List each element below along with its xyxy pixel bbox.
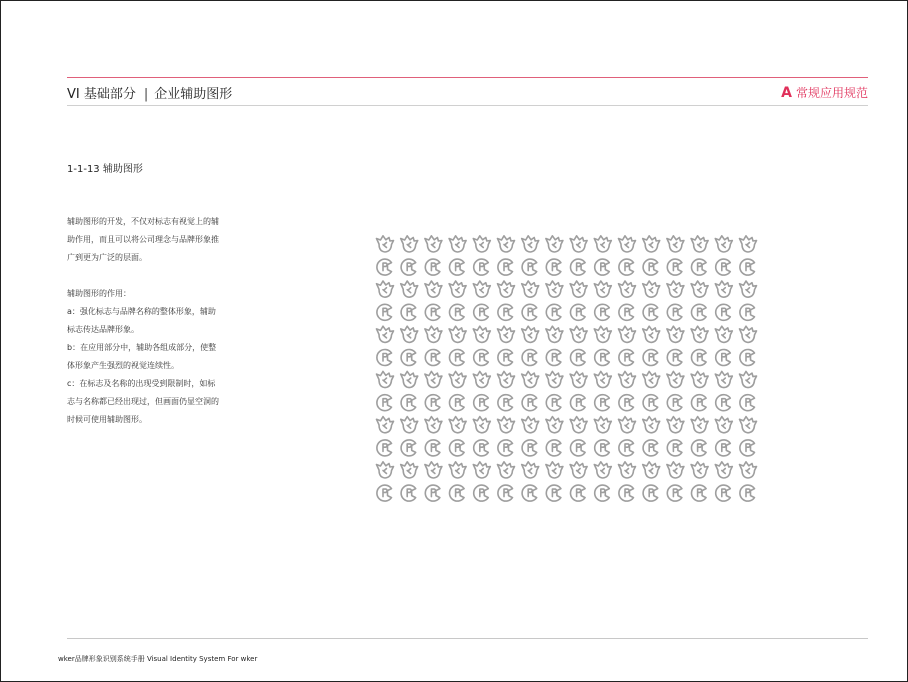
- circle-p-glyph: [740, 259, 755, 275]
- circle-p-glyph: [595, 440, 610, 456]
- circle-p-glyph: [595, 259, 610, 275]
- circle-p-glyph: [498, 304, 513, 320]
- circle-p-glyph: [740, 485, 755, 501]
- leaf-k-glyph: [667, 462, 684, 478]
- leaf-k-glyph: [619, 236, 636, 252]
- circle-p-glyph: [570, 485, 585, 501]
- leaf-k-glyph: [377, 281, 394, 297]
- circle-p-glyph: [449, 350, 464, 366]
- leaf-k-glyph: [473, 417, 490, 433]
- circle-p-glyph: [474, 259, 489, 275]
- leaf-k-glyph: [522, 326, 539, 342]
- leaf-k-glyph: [715, 462, 732, 478]
- header-category: [781, 84, 868, 101]
- circle-p-glyph: [546, 259, 561, 275]
- leaf-k-glyph: [643, 281, 660, 297]
- item-b-line: b：在应用部分中，辅助各组成部分，使整: [67, 343, 217, 352]
- circle-p-glyph: [498, 395, 513, 411]
- leaf-k-glyph: [473, 281, 490, 297]
- circle-p-glyph: [449, 304, 464, 320]
- leaf-k-glyph: [401, 371, 418, 387]
- circle-p-glyph: [619, 304, 634, 320]
- leaf-k-glyph: [449, 417, 466, 433]
- leaf-k-glyph: [740, 236, 757, 252]
- leaf-k-glyph: [691, 417, 708, 433]
- circle-p-glyph: [570, 350, 585, 366]
- circle-p-glyph: [474, 304, 489, 320]
- leaf-k-glyph: [449, 371, 466, 387]
- leaf-k-glyph: [425, 236, 442, 252]
- leaf-k-glyph: [740, 281, 757, 297]
- circle-p-glyph: [619, 350, 634, 366]
- circle-p-glyph: [522, 304, 537, 320]
- leaf-k-glyph: [643, 326, 660, 342]
- circle-p-glyph: [546, 485, 561, 501]
- leaf-k-glyph: [522, 462, 539, 478]
- leaf-k-glyph: [570, 417, 587, 433]
- leaf-k-glyph: [619, 326, 636, 342]
- leaf-k-glyph: [740, 462, 757, 478]
- circle-p-glyph: [522, 395, 537, 411]
- circle-p-glyph: [643, 485, 658, 501]
- leaf-k-glyph: [715, 236, 732, 252]
- leaf-k-glyph: [667, 326, 684, 342]
- leaf-k-glyph: [740, 371, 757, 387]
- circle-p-glyph: [691, 395, 706, 411]
- leaf-k-glyph: [449, 236, 466, 252]
- leaf-k-glyph: [498, 236, 515, 252]
- circle-p-glyph: [716, 259, 731, 275]
- leaf-k-glyph: [594, 236, 611, 252]
- circle-p-glyph: [595, 395, 610, 411]
- leaf-k-glyph: [498, 371, 515, 387]
- circle-p-glyph: [401, 259, 416, 275]
- circle-p-glyph: [716, 395, 731, 411]
- circle-p-glyph: [570, 259, 585, 275]
- header-category-letter: A: [781, 85, 792, 101]
- circle-p-glyph: [667, 485, 682, 501]
- circle-p-glyph: [740, 440, 755, 456]
- leaf-k-glyph: [594, 417, 611, 433]
- intro-line: 广到更为广泛的层面。: [67, 253, 147, 262]
- leaf-k-glyph: [643, 417, 660, 433]
- circle-p-glyph: [691, 259, 706, 275]
- circle-p-glyph: [522, 350, 537, 366]
- circle-p-glyph: [425, 304, 440, 320]
- circle-p-glyph: [425, 440, 440, 456]
- circle-p-glyph: [449, 259, 464, 275]
- leaf-k-glyph: [498, 281, 515, 297]
- leaf-k-glyph: [401, 326, 418, 342]
- circle-p-glyph: [498, 259, 513, 275]
- leaf-k-glyph: [740, 326, 757, 342]
- circle-p-glyph: [546, 440, 561, 456]
- leaf-k-glyph: [377, 236, 394, 252]
- circle-p-glyph: [377, 395, 392, 411]
- circle-p-glyph: [595, 485, 610, 501]
- circle-p-glyph: [667, 259, 682, 275]
- leaf-k-glyph: [425, 417, 442, 433]
- circle-p-glyph: [643, 395, 658, 411]
- leaf-k-glyph: [715, 281, 732, 297]
- leaf-k-glyph: [643, 371, 660, 387]
- leaf-k-glyph: [377, 462, 394, 478]
- circle-p-glyph: [377, 259, 392, 275]
- item-b-line: 体形象产生强烈的视觉连续性。: [67, 361, 179, 370]
- circle-p-glyph: [401, 440, 416, 456]
- circle-p-glyph: [691, 440, 706, 456]
- leaf-k-glyph: [377, 326, 394, 342]
- leaf-k-glyph: [667, 236, 684, 252]
- circle-p-glyph: [691, 304, 706, 320]
- header-section: VI 基础部分: [67, 87, 136, 102]
- leaf-k-glyph: [643, 236, 660, 252]
- circle-p-glyph: [522, 440, 537, 456]
- leaf-k-glyph: [691, 371, 708, 387]
- item-a-line: 标志传达品牌形象。: [67, 325, 139, 334]
- circle-p-glyph: [740, 395, 755, 411]
- item-c-line: c：在标志及名称的出现受到限制时，如标: [67, 379, 216, 388]
- circle-p-glyph: [643, 259, 658, 275]
- header-top-rule: [67, 77, 868, 78]
- circle-p-glyph: [498, 350, 513, 366]
- leaf-k-glyph: [449, 326, 466, 342]
- leaf-k-glyph: [619, 281, 636, 297]
- auxiliary-pattern: [374, 234, 760, 508]
- leaf-k-glyph: [691, 326, 708, 342]
- intro-line: 辅助图形的开发，不仅对标志有视觉上的辅: [67, 217, 219, 226]
- leaf-k-glyph: [425, 462, 442, 478]
- leaf-k-glyph: [740, 417, 757, 433]
- leaf-k-glyph: [473, 371, 490, 387]
- circle-p-glyph: [522, 259, 537, 275]
- leaf-k-glyph: [594, 281, 611, 297]
- footer-rule: [67, 638, 868, 639]
- circle-p-glyph: [570, 395, 585, 411]
- circle-p-glyph: [570, 440, 585, 456]
- item-c-line: 志与名称都已经出现过，但画面仍显空洞的: [67, 397, 219, 406]
- circle-p-glyph: [740, 350, 755, 366]
- leaf-k-glyph: [594, 462, 611, 478]
- circle-p-glyph: [474, 440, 489, 456]
- circle-p-glyph: [425, 485, 440, 501]
- leaf-k-glyph: [449, 281, 466, 297]
- header-title-text: 企业辅助图形: [154, 87, 233, 102]
- leaf-k-glyph: [570, 236, 587, 252]
- circle-p-glyph: [377, 304, 392, 320]
- leaf-k-glyph: [522, 417, 539, 433]
- intro-line: 助作用，而且可以将公司理念与品牌形象推: [67, 235, 219, 244]
- leaf-k-glyph: [594, 326, 611, 342]
- leaf-k-glyph: [546, 462, 563, 478]
- leaf-k-glyph: [522, 236, 539, 252]
- leaf-k-glyph: [401, 281, 418, 297]
- leaf-k-glyph: [498, 417, 515, 433]
- leaf-k-glyph: [522, 371, 539, 387]
- leaf-k-glyph: [667, 281, 684, 297]
- leaf-k-glyph: [667, 417, 684, 433]
- header-separator: |: [143, 87, 149, 102]
- circle-p-glyph: [716, 440, 731, 456]
- leaf-k-glyph: [425, 371, 442, 387]
- circle-p-glyph: [474, 395, 489, 411]
- circle-p-glyph: [498, 440, 513, 456]
- circle-p-glyph: [667, 395, 682, 411]
- circle-p-glyph: [546, 395, 561, 411]
- circle-p-glyph: [377, 485, 392, 501]
- circle-p-glyph: [401, 395, 416, 411]
- leaf-k-glyph: [425, 326, 442, 342]
- leaf-k-glyph: [522, 281, 539, 297]
- circle-p-glyph: [377, 350, 392, 366]
- circle-p-glyph: [401, 350, 416, 366]
- role-heading: 辅助图形的作用：: [67, 289, 131, 298]
- leaf-k-glyph: [570, 462, 587, 478]
- circle-p-glyph: [546, 304, 561, 320]
- circle-p-glyph: [401, 304, 416, 320]
- leaf-k-glyph: [691, 281, 708, 297]
- leaf-k-glyph: [401, 462, 418, 478]
- circle-p-glyph: [595, 304, 610, 320]
- section-title: 1-1-13 辅助图形: [67, 164, 143, 175]
- circle-p-glyph: [377, 440, 392, 456]
- circle-p-glyph: [716, 304, 731, 320]
- circle-p-glyph: [667, 350, 682, 366]
- leaf-k-glyph: [401, 417, 418, 433]
- leaf-k-glyph: [570, 371, 587, 387]
- leaf-k-glyph: [570, 281, 587, 297]
- leaf-k-glyph: [715, 417, 732, 433]
- circle-p-glyph: [619, 259, 634, 275]
- circle-p-glyph: [740, 304, 755, 320]
- footer-text: wker品牌形象识别系统手册 Visual Identity System For wker: [58, 655, 258, 663]
- leaf-k-glyph: [619, 417, 636, 433]
- circle-p-glyph: [522, 485, 537, 501]
- leaf-k-glyph: [546, 236, 563, 252]
- header-category-label: 常规应用规范: [795, 86, 868, 100]
- circle-p-glyph: [643, 304, 658, 320]
- circle-p-glyph: [691, 350, 706, 366]
- leaf-k-glyph: [643, 462, 660, 478]
- circle-p-glyph: [449, 395, 464, 411]
- circle-p-glyph: [667, 440, 682, 456]
- circle-p-glyph: [546, 350, 561, 366]
- leaf-k-glyph: [401, 236, 418, 252]
- leaf-k-glyph: [473, 326, 490, 342]
- leaf-k-glyph: [594, 371, 611, 387]
- circle-p-glyph: [643, 440, 658, 456]
- leaf-k-glyph: [570, 326, 587, 342]
- leaf-k-glyph: [498, 326, 515, 342]
- circle-p-glyph: [619, 395, 634, 411]
- header-bottom-rule: [67, 105, 868, 106]
- leaf-k-glyph: [667, 371, 684, 387]
- leaf-k-glyph: [546, 326, 563, 342]
- leaf-k-glyph: [377, 371, 394, 387]
- leaf-k-glyph: [619, 371, 636, 387]
- circle-p-glyph: [619, 440, 634, 456]
- circle-p-glyph: [498, 485, 513, 501]
- leaf-k-glyph: [715, 326, 732, 342]
- item-c-line: 时候可使用辅助图形。: [67, 415, 147, 424]
- page-header-title: [67, 83, 232, 102]
- body-text: [67, 213, 237, 429]
- leaf-k-glyph: [619, 462, 636, 478]
- leaf-k-glyph: [473, 462, 490, 478]
- circle-p-glyph: [643, 350, 658, 366]
- circle-p-glyph: [716, 350, 731, 366]
- circle-p-glyph: [425, 259, 440, 275]
- leaf-k-glyph: [546, 371, 563, 387]
- circle-p-glyph: [667, 304, 682, 320]
- leaf-k-glyph: [715, 371, 732, 387]
- leaf-k-glyph: [691, 236, 708, 252]
- leaf-k-glyph: [546, 417, 563, 433]
- leaf-k-glyph: [546, 281, 563, 297]
- circle-p-glyph: [595, 350, 610, 366]
- item-a-line: a：强化标志与品牌名称的整体形象，辅助: [67, 307, 216, 316]
- leaf-k-glyph: [691, 462, 708, 478]
- circle-p-glyph: [691, 485, 706, 501]
- circle-p-glyph: [425, 395, 440, 411]
- circle-p-glyph: [474, 485, 489, 501]
- circle-p-glyph: [425, 350, 440, 366]
- leaf-k-glyph: [449, 462, 466, 478]
- circle-p-glyph: [449, 485, 464, 501]
- circle-p-glyph: [449, 440, 464, 456]
- circle-p-glyph: [401, 485, 416, 501]
- leaf-k-glyph: [377, 417, 394, 433]
- circle-p-glyph: [570, 304, 585, 320]
- leaf-k-glyph: [473, 236, 490, 252]
- circle-p-glyph: [716, 485, 731, 501]
- circle-p-glyph: [619, 485, 634, 501]
- leaf-k-glyph: [498, 462, 515, 478]
- leaf-k-glyph: [425, 281, 442, 297]
- circle-p-glyph: [474, 350, 489, 366]
